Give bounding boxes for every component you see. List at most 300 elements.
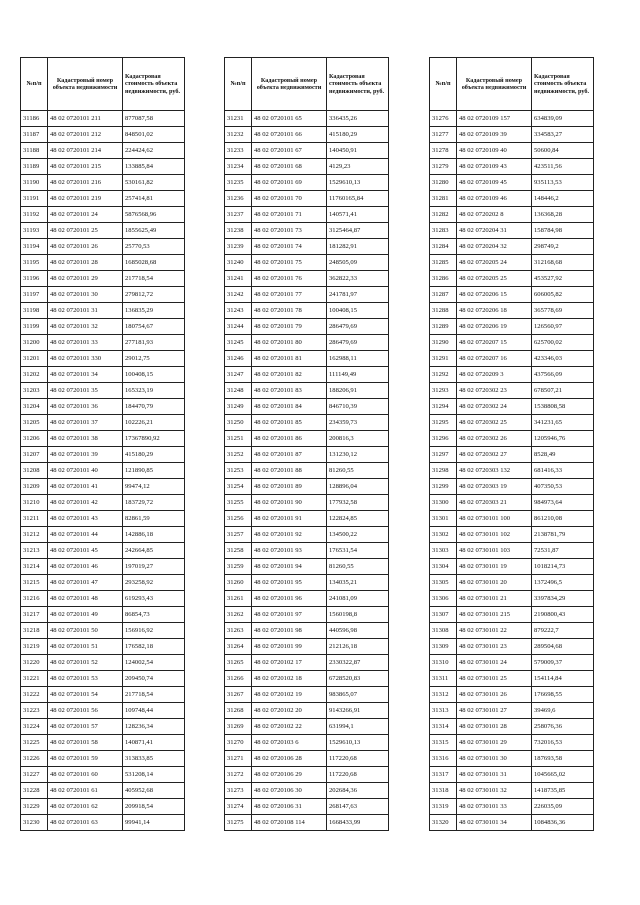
cadastral-cost: 82861,59 xyxy=(123,511,185,527)
cadastral-cost: 111149,49 xyxy=(327,367,389,383)
row-number: 31242 xyxy=(225,287,252,303)
cadastral-cost: 848501,02 xyxy=(123,127,185,143)
cadastral-number: 48 02 0720101 47 xyxy=(48,575,123,591)
row-number: 31241 xyxy=(225,271,252,287)
cadastral-number: 48 02 0720207 15 xyxy=(457,335,532,351)
cadastral-cost: 81260,55 xyxy=(327,559,389,575)
cadastral-cost: 140571,41 xyxy=(327,207,389,223)
cadastral-cost: 935113,53 xyxy=(532,175,594,191)
cadastral-cost: 9143266,91 xyxy=(327,703,389,719)
table-row xyxy=(225,479,389,495)
cadastral-number: 48 02 0720206 15 xyxy=(457,287,532,303)
cadastral-cost: 162988,11 xyxy=(327,351,389,367)
cadastral-cost: 1205946,76 xyxy=(532,431,594,447)
table-row xyxy=(21,527,185,543)
table-row xyxy=(225,511,389,527)
cadastral-cost: 286479,69 xyxy=(327,335,389,351)
row-number: 31302 xyxy=(430,527,457,543)
table-row xyxy=(21,495,185,511)
cadastral-number: 48 02 0720102 22 xyxy=(252,719,327,735)
cadastral-cost: 1529610,13 xyxy=(327,175,389,191)
cadastral-number: 48 02 0720101 74 xyxy=(252,239,327,255)
cadastral-cost: 619293,43 xyxy=(123,591,185,607)
cadastral-cost: 241781,97 xyxy=(327,287,389,303)
cadastral-number: 48 02 0730101 21 xyxy=(457,591,532,607)
row-number: 31195 xyxy=(21,255,48,271)
cadastral-cost: 100408,15 xyxy=(327,303,389,319)
cadastral-cost: 142886,18 xyxy=(123,527,185,543)
cadastral-number: 48 02 0730101 23 xyxy=(457,639,532,655)
table-row xyxy=(430,527,594,543)
row-number: 31252 xyxy=(225,447,252,463)
cadastral-number: 48 02 0720101 80 xyxy=(252,335,327,351)
row-number: 31226 xyxy=(21,751,48,767)
cadastral-cost: 117220,68 xyxy=(327,751,389,767)
table-row xyxy=(21,351,185,367)
cadastral-number: 48 02 0720101 65 xyxy=(252,111,327,127)
row-number: 31194 xyxy=(21,239,48,255)
cadastral-number: 48 02 0720109 39 xyxy=(457,127,532,143)
cadastral-number: 48 02 0720101 71 xyxy=(252,207,327,223)
row-number: 31238 xyxy=(225,223,252,239)
table-row xyxy=(21,623,185,639)
table-row xyxy=(21,543,185,559)
cadastral-number: 48 02 0720101 81 xyxy=(252,351,327,367)
row-number: 31296 xyxy=(430,431,457,447)
table-row xyxy=(430,127,594,143)
table-row xyxy=(430,815,594,831)
row-number: 31277 xyxy=(430,127,457,143)
cadastral-number: 48 02 0720102 17 xyxy=(252,655,327,671)
cadastral-number: 48 02 0730101 215 xyxy=(457,607,532,623)
cadastral-number: 48 02 0720101 89 xyxy=(252,479,327,495)
table-row xyxy=(21,431,185,447)
table-row xyxy=(21,319,185,335)
registry-table-2 xyxy=(224,57,389,831)
row-number: 31286 xyxy=(430,271,457,287)
cadastral-cost: 224424,62 xyxy=(123,143,185,159)
cadastral-number: 48 02 0720101 26 xyxy=(48,239,123,255)
cadastral-cost: 29012,75 xyxy=(123,351,185,367)
table-row xyxy=(21,239,185,255)
table-row xyxy=(430,399,594,415)
row-number: 31240 xyxy=(225,255,252,271)
table-row xyxy=(21,783,185,799)
cadastral-cost: 197019,27 xyxy=(123,559,185,575)
row-number: 31191 xyxy=(21,191,48,207)
row-number: 31283 xyxy=(430,223,457,239)
cadastral-cost: 334583,27 xyxy=(532,127,594,143)
table-row xyxy=(430,687,594,703)
cadastral-number: 48 02 0720101 49 xyxy=(48,607,123,623)
row-number: 31236 xyxy=(225,191,252,207)
row-number: 31288 xyxy=(430,303,457,319)
cadastral-number: 48 02 0720205 24 xyxy=(457,255,532,271)
cadastral-cost: 3397834,29 xyxy=(532,591,594,607)
cadastral-number: 48 02 0730101 19 xyxy=(457,559,532,575)
cadastral-number: 48 02 0720101 88 xyxy=(252,463,327,479)
cadastral-number: 48 02 0720302 23 xyxy=(457,383,532,399)
header-cadastral-cost: Кадастровая стоимость объекта недвижимости, руб. xyxy=(327,58,389,111)
table-row xyxy=(21,175,185,191)
cadastral-number: 48 02 0720101 86 xyxy=(252,431,327,447)
table-row xyxy=(225,223,389,239)
cadastral-cost: 156916,92 xyxy=(123,623,185,639)
cadastral-number: 48 02 0720101 39 xyxy=(48,447,123,463)
cadastral-number: 48 02 0720101 79 xyxy=(252,319,327,335)
row-number: 31311 xyxy=(430,671,457,687)
row-number: 31298 xyxy=(430,463,457,479)
row-number: 31271 xyxy=(225,751,252,767)
cadastral-cost: 202684,36 xyxy=(327,783,389,799)
row-number: 31229 xyxy=(21,799,48,815)
row-number: 31310 xyxy=(430,655,457,671)
cadastral-number: 48 02 0720101 28 xyxy=(48,255,123,271)
cadastral-cost: 209918,54 xyxy=(123,799,185,815)
cadastral-cost: 209450,74 xyxy=(123,671,185,687)
cadastral-number: 48 02 0720101 215 xyxy=(48,159,123,175)
row-number: 31316 xyxy=(430,751,457,767)
cadastral-cost: 133885,84 xyxy=(123,159,185,175)
row-number: 31217 xyxy=(21,607,48,623)
cadastral-number: 48 02 0720101 34 xyxy=(48,367,123,383)
cadastral-number: 48 02 0720101 94 xyxy=(252,559,327,575)
cadastral-cost: 5876568,96 xyxy=(123,207,185,223)
row-number: 31211 xyxy=(21,511,48,527)
cadastral-number: 48 02 0720101 219 xyxy=(48,191,123,207)
row-number: 31188 xyxy=(21,143,48,159)
cadastral-cost: 154114,84 xyxy=(532,671,594,687)
cadastral-number: 48 02 0720101 93 xyxy=(252,543,327,559)
row-number: 31222 xyxy=(21,687,48,703)
row-number: 31292 xyxy=(430,367,457,383)
row-number: 31255 xyxy=(225,495,252,511)
cadastral-number: 48 02 0720101 57 xyxy=(48,719,123,735)
table-row xyxy=(21,575,185,591)
cadastral-cost: 200816,3 xyxy=(327,431,389,447)
table-row xyxy=(225,303,389,319)
cadastral-number: 48 02 0720101 95 xyxy=(252,575,327,591)
row-number: 31232 xyxy=(225,127,252,143)
cadastral-number: 48 02 0720101 78 xyxy=(252,303,327,319)
row-number: 31315 xyxy=(430,735,457,751)
cadastral-cost: 136835,29 xyxy=(123,303,185,319)
table-row xyxy=(430,655,594,671)
cadastral-number: 48 02 0720101 73 xyxy=(252,223,327,239)
cadastral-number: 48 02 0720101 35 xyxy=(48,383,123,399)
table-row xyxy=(430,303,594,319)
cadastral-cost: 984973,64 xyxy=(532,495,594,511)
row-number: 31266 xyxy=(225,671,252,687)
cadastral-number: 48 02 0720101 69 xyxy=(252,175,327,191)
cadastral-cost: 453527,92 xyxy=(532,271,594,287)
cadastral-number: 48 02 0720109 157 xyxy=(457,111,532,127)
row-number: 31206 xyxy=(21,431,48,447)
cadastral-cost: 128896,04 xyxy=(327,479,389,495)
cadastral-number: 48 02 0720108 114 xyxy=(252,815,327,831)
cadastral-number: 48 02 0720101 66 xyxy=(252,127,327,143)
cadastral-number: 48 02 0720101 48 xyxy=(48,591,123,607)
table-row xyxy=(430,495,594,511)
cadastral-number: 48 02 0720101 54 xyxy=(48,687,123,703)
cadastral-cost: 128236,34 xyxy=(123,719,185,735)
row-number: 31297 xyxy=(430,447,457,463)
table-row xyxy=(21,607,185,623)
cadastral-cost: 217718,54 xyxy=(123,687,185,703)
cadastral-cost: 341231,65 xyxy=(532,415,594,431)
row-number: 31300 xyxy=(430,495,457,511)
cadastral-cost: 102226,21 xyxy=(123,415,185,431)
cadastral-cost: 2190800,43 xyxy=(532,607,594,623)
table-row xyxy=(225,607,389,623)
row-number: 31198 xyxy=(21,303,48,319)
cadastral-cost: 1668433,99 xyxy=(327,815,389,831)
table-row xyxy=(225,527,389,543)
table-row xyxy=(21,399,185,415)
cadastral-number: 48 02 0720206 18 xyxy=(457,303,532,319)
cadastral-cost: 415180,29 xyxy=(327,127,389,143)
header-cadastral-number: Кадастровый номер объекта недвижимости xyxy=(457,58,532,111)
cadastral-number: 48 02 0730101 29 xyxy=(457,735,532,751)
cadastral-cost: 365778,69 xyxy=(532,303,594,319)
table-row xyxy=(225,175,389,191)
table-row xyxy=(21,255,185,271)
table-row xyxy=(225,287,389,303)
table-row xyxy=(225,543,389,559)
table-row xyxy=(430,111,594,127)
row-number: 31268 xyxy=(225,703,252,719)
cadastral-cost: 188206,91 xyxy=(327,383,389,399)
cadastral-number: 48 02 0720109 45 xyxy=(457,175,532,191)
cadastral-cost: 1018214,73 xyxy=(532,559,594,575)
cadastral-cost: 226035,09 xyxy=(532,799,594,815)
cadastral-cost: 1560198,8 xyxy=(327,607,389,623)
cadastral-cost: 258076,36 xyxy=(532,719,594,735)
cadastral-number: 48 02 0720204 32 xyxy=(457,239,532,255)
cadastral-number: 48 02 0730101 25 xyxy=(457,671,532,687)
cadastral-cost: 184470,79 xyxy=(123,399,185,415)
header-number: №п/п xyxy=(225,58,252,111)
header-cadastral-cost: Кадастровая стоимость объекта недвижимости, руб. xyxy=(123,58,185,111)
cadastral-number: 48 02 0730101 20 xyxy=(457,575,532,591)
cadastral-cost: 180754,67 xyxy=(123,319,185,335)
table-row xyxy=(430,799,594,815)
cadastral-cost: 579009,37 xyxy=(532,655,594,671)
table-row xyxy=(430,447,594,463)
cadastral-cost: 1084836,36 xyxy=(532,815,594,831)
table-row xyxy=(430,431,594,447)
table-row xyxy=(21,447,185,463)
cadastral-number: 48 02 0720101 97 xyxy=(252,607,327,623)
cadastral-number: 48 02 0720101 42 xyxy=(48,495,123,511)
row-number: 31318 xyxy=(430,783,457,799)
table-row xyxy=(21,159,185,175)
table-row xyxy=(21,479,185,495)
table-row xyxy=(21,591,185,607)
table-row xyxy=(430,207,594,223)
row-number: 31212 xyxy=(21,527,48,543)
row-number: 31225 xyxy=(21,735,48,751)
row-number: 31270 xyxy=(225,735,252,751)
row-number: 31189 xyxy=(21,159,48,175)
cadastral-cost: 177932,58 xyxy=(327,495,389,511)
row-number: 31207 xyxy=(21,447,48,463)
row-number: 31245 xyxy=(225,335,252,351)
cadastral-cost: 136368,28 xyxy=(532,207,594,223)
row-number: 31201 xyxy=(21,351,48,367)
cadastral-cost: 176698,55 xyxy=(532,687,594,703)
cadastral-cost: 8528,49 xyxy=(532,447,594,463)
cadastral-number: 48 02 0720101 24 xyxy=(48,207,123,223)
row-number: 31317 xyxy=(430,767,457,783)
table-row xyxy=(225,655,389,671)
row-number: 31187 xyxy=(21,127,48,143)
table-row xyxy=(430,463,594,479)
cadastral-number: 48 02 0720206 19 xyxy=(457,319,532,335)
header-cadastral-number: Кадастровый номер объекта недвижимости xyxy=(252,58,327,111)
registry-table-1 xyxy=(20,57,185,831)
row-number: 31228 xyxy=(21,783,48,799)
cadastral-cost: 631994,1 xyxy=(327,719,389,735)
cadastral-number: 48 02 0720101 70 xyxy=(252,191,327,207)
table-row xyxy=(430,351,594,367)
cadastral-number: 48 02 0720101 44 xyxy=(48,527,123,543)
cadastral-cost: 234359,73 xyxy=(327,415,389,431)
cadastral-number: 48 02 0720101 91 xyxy=(252,511,327,527)
row-number: 31278 xyxy=(430,143,457,159)
cadastral-number: 48 02 0720106 28 xyxy=(252,751,327,767)
table-row xyxy=(225,767,389,783)
row-number: 31220 xyxy=(21,655,48,671)
row-number: 31260 xyxy=(225,575,252,591)
cadastral-cost: 122824,85 xyxy=(327,511,389,527)
table-body xyxy=(430,111,594,831)
table-row xyxy=(430,255,594,271)
table-row xyxy=(225,127,389,143)
row-number: 31280 xyxy=(430,175,457,191)
table-row xyxy=(225,271,389,287)
table-row xyxy=(21,191,185,207)
row-number: 31299 xyxy=(430,479,457,495)
row-number: 31282 xyxy=(430,207,457,223)
row-number: 31267 xyxy=(225,687,252,703)
row-number: 31202 xyxy=(21,367,48,383)
row-number: 31244 xyxy=(225,319,252,335)
cadastral-number: 48 02 0720101 63 xyxy=(48,815,123,831)
row-number: 31289 xyxy=(430,319,457,335)
row-number: 31264 xyxy=(225,639,252,655)
row-number: 31216 xyxy=(21,591,48,607)
row-number: 31247 xyxy=(225,367,252,383)
cadastral-cost: 176531,54 xyxy=(327,543,389,559)
header-cadastral-number: Кадастровый номер объекта недвижимости xyxy=(48,58,123,111)
table-row xyxy=(430,543,594,559)
cadastral-number: 48 02 0720103 6 xyxy=(252,735,327,751)
table-row xyxy=(21,335,185,351)
cadastral-cost: 732016,53 xyxy=(532,735,594,751)
cadastral-number: 48 02 0720102 20 xyxy=(252,703,327,719)
row-number: 31320 xyxy=(430,815,457,831)
row-number: 31259 xyxy=(225,559,252,575)
row-number: 31319 xyxy=(430,799,457,815)
row-number: 31269 xyxy=(225,719,252,735)
row-number: 31306 xyxy=(430,591,457,607)
table-row xyxy=(225,431,389,447)
row-number: 31314 xyxy=(430,719,457,735)
row-number: 31219 xyxy=(21,639,48,655)
cadastral-cost: 289504,68 xyxy=(532,639,594,655)
row-number: 31274 xyxy=(225,799,252,815)
cadastral-number: 48 02 0720302 26 xyxy=(457,431,532,447)
cadastral-number: 48 02 0720101 43 xyxy=(48,511,123,527)
table-row xyxy=(225,671,389,687)
cadastral-cost: 121890,85 xyxy=(123,463,185,479)
row-number: 31291 xyxy=(430,351,457,367)
cadastral-number: 48 02 0720101 33 xyxy=(48,335,123,351)
cadastral-cost: 212126,18 xyxy=(327,639,389,655)
cadastral-cost: 415180,29 xyxy=(123,447,185,463)
table-row xyxy=(225,783,389,799)
cadastral-cost: 109748,44 xyxy=(123,703,185,719)
cadastral-number: 48 02 0720106 29 xyxy=(252,767,327,783)
cadastral-number: 48 02 0720109 40 xyxy=(457,143,532,159)
table-row xyxy=(21,559,185,575)
row-number: 31257 xyxy=(225,527,252,543)
table-row xyxy=(225,591,389,607)
cadastral-cost: 1855625,49 xyxy=(123,223,185,239)
table-row xyxy=(21,671,185,687)
cadastral-cost: 165323,19 xyxy=(123,383,185,399)
cadastral-cost: 362822,33 xyxy=(327,271,389,287)
row-number: 31227 xyxy=(21,767,48,783)
row-number: 31205 xyxy=(21,415,48,431)
table-row xyxy=(225,463,389,479)
cadastral-cost: 877087,58 xyxy=(123,111,185,127)
cadastral-number: 48 02 0720101 53 xyxy=(48,671,123,687)
row-number: 31249 xyxy=(225,399,252,415)
table-row xyxy=(21,735,185,751)
cadastral-cost: 183729,72 xyxy=(123,495,185,511)
cadastral-number: 48 02 0720205 25 xyxy=(457,271,532,287)
cadastral-cost: 3125464,87 xyxy=(327,223,389,239)
cadastral-cost: 158784,98 xyxy=(532,223,594,239)
cadastral-cost: 81260,55 xyxy=(327,463,389,479)
row-number: 31215 xyxy=(21,575,48,591)
table-row xyxy=(21,303,185,319)
cadastral-cost: 50600,84 xyxy=(532,143,594,159)
cadastral-number: 48 02 0730101 22 xyxy=(457,623,532,639)
cadastral-number: 48 02 0720101 58 xyxy=(48,735,123,751)
row-number: 31190 xyxy=(21,175,48,191)
cadastral-number: 48 02 0720101 32 xyxy=(48,319,123,335)
row-number: 31276 xyxy=(430,111,457,127)
table-row xyxy=(430,287,594,303)
row-number: 31265 xyxy=(225,655,252,671)
table-row xyxy=(430,607,594,623)
row-number: 31233 xyxy=(225,143,252,159)
cadastral-number: 48 02 0720101 60 xyxy=(48,767,123,783)
table-row xyxy=(225,143,389,159)
table-row xyxy=(225,447,389,463)
table-row xyxy=(21,415,185,431)
table-row xyxy=(225,495,389,511)
cadastral-cost: 99474,12 xyxy=(123,479,185,495)
cadastral-number: 48 02 0730101 100 xyxy=(457,511,532,527)
cadastral-number: 48 02 0720207 16 xyxy=(457,351,532,367)
row-number: 31209 xyxy=(21,479,48,495)
cadastral-cost: 634839,09 xyxy=(532,111,594,127)
cadastral-cost: 140450,91 xyxy=(327,143,389,159)
